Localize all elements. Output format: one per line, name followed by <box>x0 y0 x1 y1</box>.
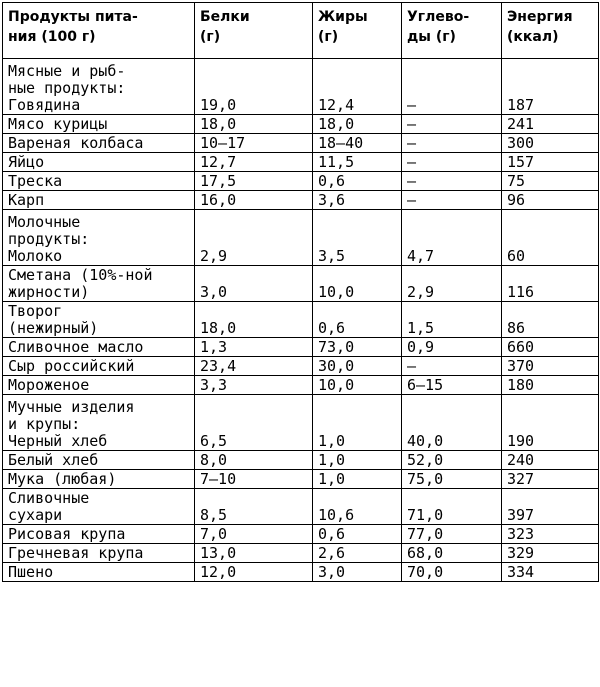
fat-cell: 1,0 <box>313 451 402 470</box>
protein-cell: 19,0 <box>195 59 313 115</box>
fat-cell: 1,0 <box>313 470 402 489</box>
energy-cell: 323 <box>502 525 599 544</box>
energy-cell: 157 <box>502 153 599 172</box>
table-row <box>3 525 599 544</box>
energy-cell: 180 <box>502 376 599 395</box>
protein-cell: 8,0 <box>195 451 313 470</box>
header-energy: Энергия (ккал) <box>502 3 599 59</box>
product-name-cell: Сливочное масло <box>3 338 195 357</box>
product-name-cell: Белый хлеб <box>3 451 195 470</box>
product-name-cell: Пшено <box>3 563 195 582</box>
fat-cell: 0,6 <box>313 172 402 191</box>
fat-cell: 18,0 <box>313 115 402 134</box>
nutrition-table <box>2 2 599 582</box>
protein-cell: 7–10 <box>195 470 313 489</box>
carbs-cell: 0,9 <box>402 338 502 357</box>
energy-cell: 660 <box>502 338 599 357</box>
fat-cell: 10,0 <box>313 376 402 395</box>
product-name-cell: Сливочные сухари <box>3 489 195 525</box>
fat-cell: 10,0 <box>313 266 402 302</box>
product-name-cell: Мороженое <box>3 376 195 395</box>
header-carbs: Углево- ды (г) <box>402 3 502 59</box>
fat-cell: 0,6 <box>313 525 402 544</box>
table-row <box>3 338 599 357</box>
energy-cell: 187 <box>502 59 599 115</box>
table-row <box>3 395 599 451</box>
table-row <box>3 266 599 302</box>
carbs-cell: 70,0 <box>402 563 502 582</box>
protein-cell: 3,0 <box>195 266 313 302</box>
energy-cell: 75 <box>502 172 599 191</box>
product-name-cell: Мясные и рыб- ные продукты: Говядина <box>3 59 195 115</box>
fat-cell: 3,0 <box>313 563 402 582</box>
table-row <box>3 489 599 525</box>
product-name-cell: Молочные продукты: Молоко <box>3 210 195 266</box>
product-name-cell: Гречневая крупа <box>3 544 195 563</box>
fat-cell: 2,6 <box>313 544 402 563</box>
carbs-cell: 1,5 <box>402 302 502 338</box>
table-row <box>3 210 599 266</box>
carbs-cell: — <box>402 134 502 153</box>
protein-cell: 2,9 <box>195 210 313 266</box>
energy-cell: 190 <box>502 395 599 451</box>
table-row <box>3 544 599 563</box>
header-fat: Жиры (г) <box>313 3 402 59</box>
protein-cell: 18,0 <box>195 115 313 134</box>
product-name-cell: Мучные изделия и крупы: Черный хлеб <box>3 395 195 451</box>
energy-cell: 329 <box>502 544 599 563</box>
fat-cell: 3,6 <box>313 191 402 210</box>
energy-cell: 240 <box>502 451 599 470</box>
protein-cell: 8,5 <box>195 489 313 525</box>
carbs-cell: 4,7 <box>402 210 502 266</box>
protein-cell: 1,3 <box>195 338 313 357</box>
product-name-cell: Сыр российский <box>3 357 195 376</box>
carbs-cell: — <box>402 59 502 115</box>
table-row <box>3 191 599 210</box>
carbs-cell: 52,0 <box>402 451 502 470</box>
protein-cell: 7,0 <box>195 525 313 544</box>
protein-cell: 10–17 <box>195 134 313 153</box>
table-row <box>3 357 599 376</box>
carbs-cell: 68,0 <box>402 544 502 563</box>
product-name-cell: Карп <box>3 191 195 210</box>
carbs-cell: 71,0 <box>402 489 502 525</box>
fat-cell: 11,5 <box>313 153 402 172</box>
carbs-cell: 6–15 <box>402 376 502 395</box>
fat-cell: 3,5 <box>313 210 402 266</box>
carbs-cell: 77,0 <box>402 525 502 544</box>
fat-cell: 73,0 <box>313 338 402 357</box>
protein-cell: 6,5 <box>195 395 313 451</box>
table-row <box>3 172 599 191</box>
carbs-cell: — <box>402 191 502 210</box>
table-body <box>3 59 599 582</box>
table-row <box>3 134 599 153</box>
header-row <box>3 3 599 59</box>
protein-cell: 3,3 <box>195 376 313 395</box>
protein-cell: 12,0 <box>195 563 313 582</box>
energy-cell: 96 <box>502 191 599 210</box>
table-row <box>3 115 599 134</box>
carbs-cell: 2,9 <box>402 266 502 302</box>
product-name-cell: Рисовая крупа <box>3 525 195 544</box>
energy-cell: 397 <box>502 489 599 525</box>
product-name-cell: Мука (любая) <box>3 470 195 489</box>
fat-cell: 0,6 <box>313 302 402 338</box>
energy-cell: 241 <box>502 115 599 134</box>
fat-cell: 18–40 <box>313 134 402 153</box>
energy-cell: 60 <box>502 210 599 266</box>
table-row <box>3 302 599 338</box>
product-name-cell: Мясо курицы <box>3 115 195 134</box>
carbs-cell: 75,0 <box>402 470 502 489</box>
protein-cell: 18,0 <box>195 302 313 338</box>
protein-cell: 13,0 <box>195 544 313 563</box>
protein-cell: 17,5 <box>195 172 313 191</box>
protein-cell: 16,0 <box>195 191 313 210</box>
header-protein: Белки (г) <box>195 3 313 59</box>
energy-cell: 334 <box>502 563 599 582</box>
energy-cell: 300 <box>502 134 599 153</box>
product-name-cell: Творог (нежирный) <box>3 302 195 338</box>
fat-cell: 30,0 <box>313 357 402 376</box>
fat-cell: 12,4 <box>313 59 402 115</box>
energy-cell: 116 <box>502 266 599 302</box>
table-row <box>3 563 599 582</box>
table-row <box>3 59 599 115</box>
fat-cell: 1,0 <box>313 395 402 451</box>
carbs-cell: 40,0 <box>402 395 502 451</box>
fat-cell: 10,6 <box>313 489 402 525</box>
header-product: Продукты пита- ния (100 г) <box>3 3 195 59</box>
protein-cell: 23,4 <box>195 357 313 376</box>
protein-cell: 12,7 <box>195 153 313 172</box>
table-row <box>3 451 599 470</box>
product-name-cell: Сметана (10%-ной жирности) <box>3 266 195 302</box>
energy-cell: 86 <box>502 302 599 338</box>
product-name-cell: Треска <box>3 172 195 191</box>
product-name-cell: Вареная колбаса <box>3 134 195 153</box>
carbs-cell: — <box>402 357 502 376</box>
product-name-cell: Яйцо <box>3 153 195 172</box>
energy-cell: 370 <box>502 357 599 376</box>
energy-cell: 327 <box>502 470 599 489</box>
table-row <box>3 376 599 395</box>
carbs-cell: — <box>402 115 502 134</box>
carbs-cell: — <box>402 153 502 172</box>
carbs-cell: — <box>402 172 502 191</box>
table-row <box>3 153 599 172</box>
table-row <box>3 470 599 489</box>
